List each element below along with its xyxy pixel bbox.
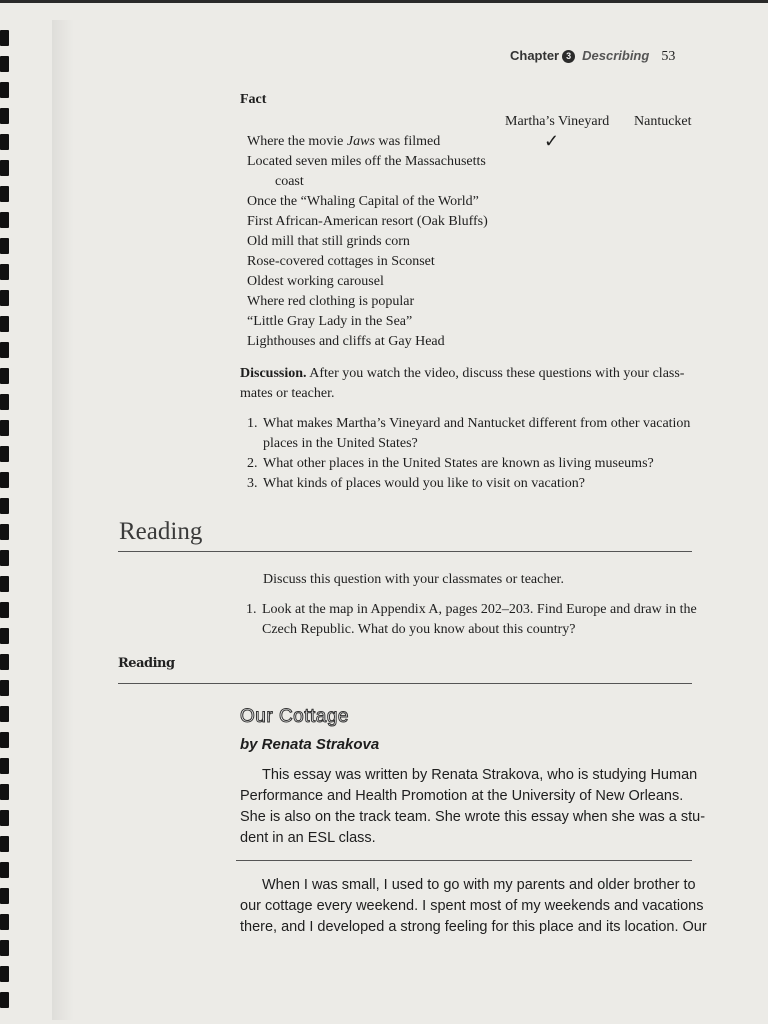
body-line: When I was small, I used to go with my parents and older brother to [262, 877, 696, 893]
discussion-questions [247, 414, 690, 494]
fact-row: First African-American resort (Oak Bluffs) [247, 214, 488, 229]
fact-row: Where red clothing is popular [247, 294, 415, 309]
binding-hole [0, 108, 9, 124]
binding-hole [0, 966, 9, 982]
binding-hole [0, 498, 9, 514]
column-header-nantucket: Nantucket [634, 114, 692, 129]
section-rule [118, 551, 692, 552]
checkmark: ✓ [544, 131, 560, 151]
fact-row: Old mill that still grinds corn [247, 234, 410, 249]
question-item: 2. What other places in the United States are known as living museums? [247, 456, 654, 471]
intro-line: Performance and Health Promotion at the University of New Orleans. [240, 788, 684, 804]
essay-author: by Renata Strakova [240, 736, 380, 753]
fact-row: “Little Gray Lady in the Sea” [247, 314, 413, 329]
fact-row: Lighthouses and cliffs at Gay Head [247, 334, 445, 349]
binding-hole [0, 680, 9, 696]
section-heading-reading: Reading [119, 518, 203, 545]
binding-hole [0, 602, 9, 618]
fact-row: Rose-covered cottages in Sconset [247, 254, 435, 269]
binding-hole [0, 186, 9, 202]
intro-line: This essay was written by Renata Strakova, who is studying Human [262, 767, 698, 783]
binding-hole [0, 524, 9, 540]
binding-hole [0, 394, 9, 410]
binding-hole [0, 940, 9, 956]
fact-row: Where the movie Jaws was filmed [247, 134, 441, 149]
fact-row-continuation: coast [275, 174, 304, 189]
fact-row: Once the “Whaling Capital of the World” [247, 194, 479, 209]
binding-hole [0, 342, 9, 358]
question-item: 3. What kinds of places would you like to visit on vacation? [247, 476, 585, 491]
binding-hole [0, 30, 9, 46]
intro-line: dent in an ESL class. [240, 830, 376, 846]
discussion-label: Discussion. [240, 366, 307, 381]
question-item: 1. Look at the map in Appendix A, pages 202–203. Find Europe and draw in the Czech Republic. What do you know about this country? [246, 602, 697, 637]
reading-logo: Reading [118, 656, 175, 671]
binding-hole [0, 888, 9, 904]
binding-hole [0, 810, 9, 826]
intro-line: She is also on the track team. She wrote this essay when she was a stu- [240, 809, 706, 825]
binding-hole [0, 446, 9, 462]
binding-hole [0, 264, 9, 280]
binding-hole [0, 82, 9, 98]
essay-intro [240, 765, 705, 849]
binding-hole [0, 368, 9, 384]
running-head [510, 48, 675, 65]
question-item: 1. What makes Martha’s Vineyard and Nantucket different from other vacation places in the United States? [247, 416, 691, 451]
binding-hole [0, 212, 9, 228]
column-header-marthas-vineyard: Martha’s Vineyard [505, 114, 610, 129]
binding-hole [0, 914, 9, 930]
binding-hole [0, 576, 9, 592]
essay-divider [236, 860, 692, 861]
essay-body [240, 875, 707, 938]
section-name: Describing [582, 48, 650, 63]
binding-hole [0, 992, 9, 1008]
fact-list [247, 132, 488, 352]
movie-title: Jaws [346, 134, 375, 149]
binding-hole [0, 732, 9, 748]
chapter-number-badge: 3 [562, 50, 575, 63]
essay-title: Our Cottage [240, 706, 349, 727]
reading-rule [118, 683, 692, 684]
page-fold-shadow [52, 20, 74, 1020]
scan-top-edge [0, 0, 768, 3]
binding-hole [0, 472, 9, 488]
fact-column-header: Fact [240, 92, 267, 107]
binding-hole [0, 56, 9, 72]
binding-hole [0, 420, 9, 436]
binding-hole [0, 836, 9, 852]
binding-hole [0, 758, 9, 774]
binding-hole [0, 160, 9, 176]
fact-row: Oldest working carousel [247, 274, 384, 289]
binding-hole [0, 628, 9, 644]
binding-hole [0, 238, 9, 254]
discussion-instructions: Discussion. After you watch the video, discuss these questions with your class- mates or teacher. [240, 366, 685, 401]
chapter-label: Chapter [510, 48, 560, 63]
binding-hole [0, 316, 9, 332]
page-number: 53 [661, 49, 676, 64]
binding-hole [0, 290, 9, 306]
fact-row: Located seven miles off the Massachusetts [247, 154, 486, 169]
body-line: there, and I developed a strong feeling for this place and its location. Our [240, 919, 707, 935]
binding-hole [0, 862, 9, 878]
spiral-binding [0, 0, 14, 1024]
binding-hole [0, 654, 9, 670]
binding-hole [0, 784, 9, 800]
binding-hole [0, 706, 9, 722]
body-line: our cottage every weekend. I spent most of my weekends and vacations [240, 898, 704, 914]
binding-hole [0, 550, 9, 566]
reading-prompt: Discuss this question with your classmates or teacher. [263, 572, 564, 587]
reading-questions [246, 600, 697, 640]
binding-hole [0, 134, 9, 150]
